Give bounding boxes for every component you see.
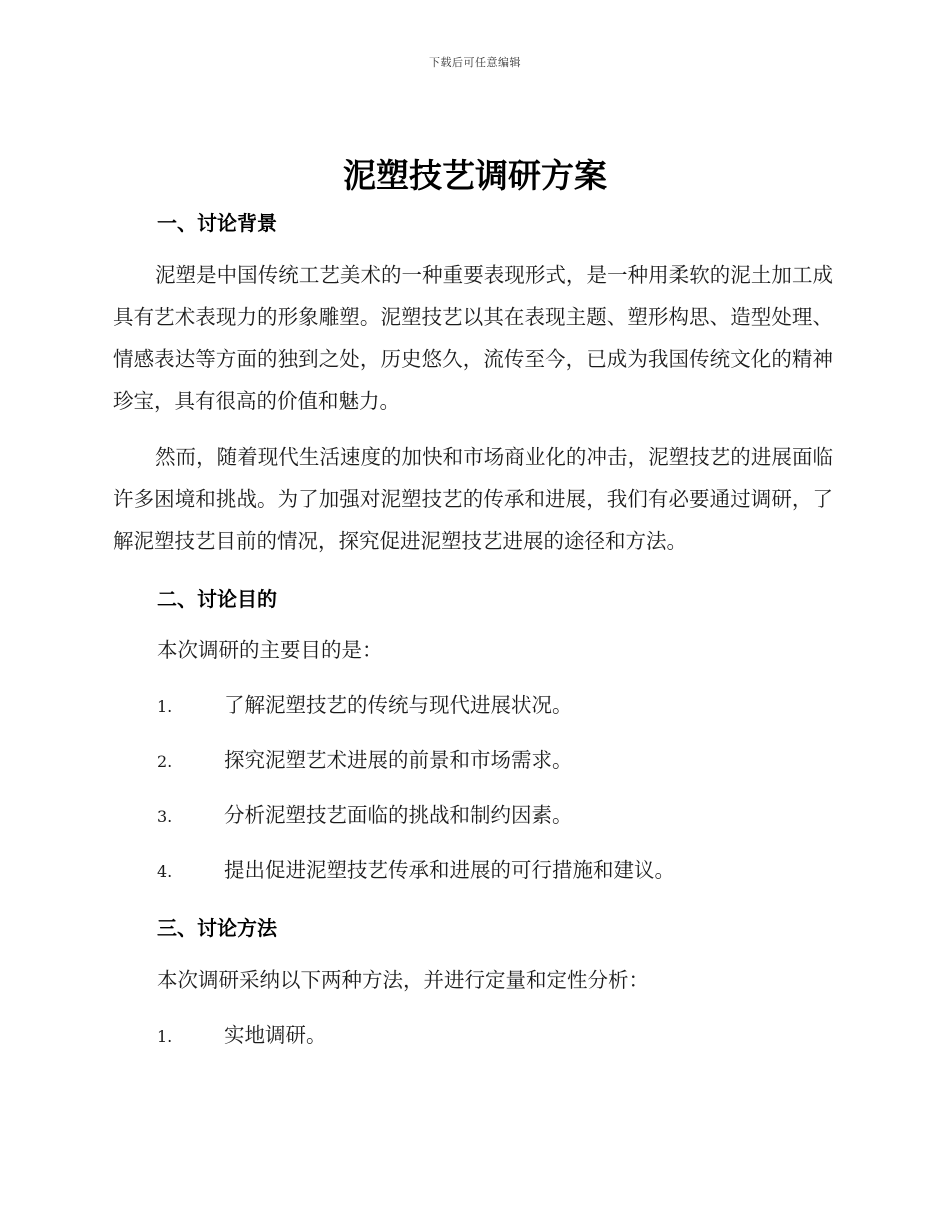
purpose-list-item (157, 801, 837, 829)
list-number: 3. (157, 807, 173, 826)
list-text: 分析泥塑技艺面临的挑战和制约因素。 (224, 803, 573, 827)
list-text: 实地调研。 (224, 1023, 327, 1047)
section-heading-method: 三、讨论方法 (157, 916, 277, 940)
list-number: 4. (157, 862, 173, 881)
purpose-list-item (157, 691, 837, 719)
list-text: 提出促进泥塑技艺传承和进展的可行措施和建议。 (224, 858, 675, 882)
list-text: 探究泥塑艺术进展的前景和市场需求。 (224, 748, 573, 772)
method-intro: 本次调研采纳以下两种方法，并进行定量和定性分析： (157, 968, 649, 992)
section-heading-purpose: 二、讨论目的 (157, 587, 277, 611)
list-number: 1. (157, 1027, 173, 1046)
list-number: 1. (157, 697, 173, 716)
document-title: 泥塑技艺调研方案 (343, 156, 607, 195)
purpose-list-item (157, 746, 837, 774)
method-list-item (157, 1021, 837, 1049)
header-note: 下载后可任意编辑 (429, 56, 521, 69)
background-paragraph-1: 泥塑是中国传统工艺美术的一种重要表现形式，是一种用柔软的泥土加工成具有艺术表现力的形象雕塑。泥塑技艺以其在表现主题、塑形构思、造型处理、情感表达等方面的独到之处，历史悠久，流传至今，已成为我国传统文化的精神珍宝，具有很高的价值和魅力。 (113, 263, 833, 413)
list-text: 了解泥塑技艺的传统与现代进展状况。 (224, 693, 573, 717)
purpose-intro: 本次调研的主要目的是： (157, 638, 383, 662)
purpose-list-item (157, 856, 837, 884)
list-number: 2. (157, 752, 173, 771)
section-heading-background: 一、讨论背景 (157, 211, 277, 235)
background-paragraph-2: 然而，随着现代生活速度的加快和市场商业化的冲击，泥塑技艺的进展面临许多困境和挑战。为了加强对泥塑技艺的传承和进展，我们有必要通过调研，了解泥塑技艺目前的情况，探究促进泥塑技艺进展的途径和方法。 (113, 445, 833, 553)
